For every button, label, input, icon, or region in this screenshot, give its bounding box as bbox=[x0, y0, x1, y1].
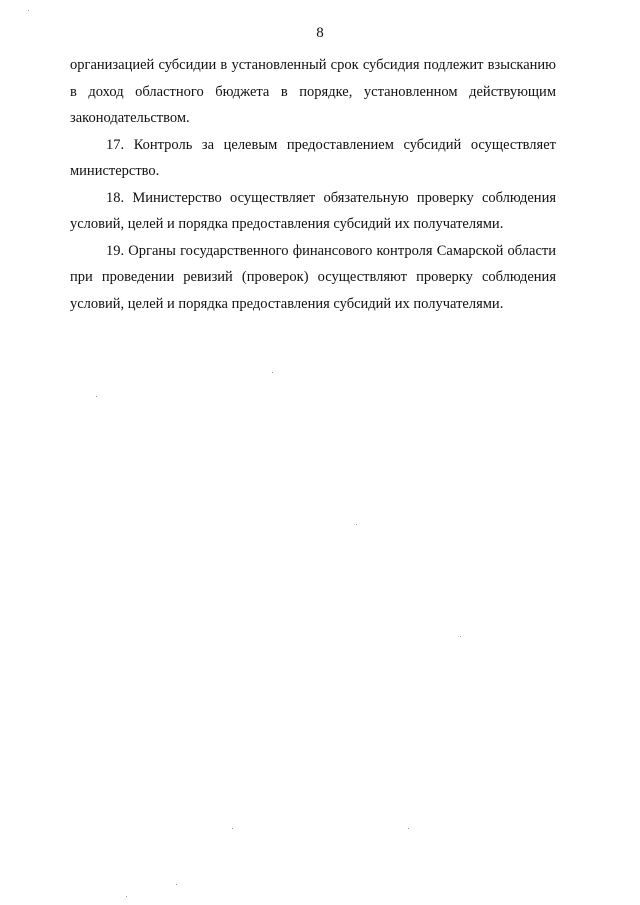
paragraph-18: 18. Министерство осуществляет обязательную проверку соблюдения условий, целей и порядка предоставления субсидий их получателями. bbox=[70, 189, 556, 232]
scan-speck bbox=[272, 372, 273, 373]
scan-speck bbox=[28, 10, 29, 11]
scan-speck bbox=[126, 896, 127, 897]
paragraph-19: 19. Органы государственного финансового контроля Самарской области при проведении ревизий (проверок) осуществляют проверку соблюдения условий, целей и порядка предоставления субсидий их получателями. bbox=[70, 242, 556, 312]
paragraph-continuation: организацией субсидии в установленный срок субсидия подлежит взысканию в доход областного бюджета в порядке, установленном действующим законодательством. bbox=[70, 57, 556, 126]
scan-speck bbox=[232, 828, 233, 829]
scan-speck bbox=[356, 524, 357, 525]
scan-speck bbox=[460, 636, 461, 637]
page-number: 8 bbox=[316, 25, 324, 41]
paragraph-17: 17. Контроль за целевым предоставлением субсидий осуществляет министерство. bbox=[70, 136, 556, 179]
scan-speck bbox=[408, 828, 409, 829]
document-body bbox=[70, 52, 556, 317]
scan-speck bbox=[176, 884, 177, 885]
scan-speck bbox=[96, 396, 97, 397]
